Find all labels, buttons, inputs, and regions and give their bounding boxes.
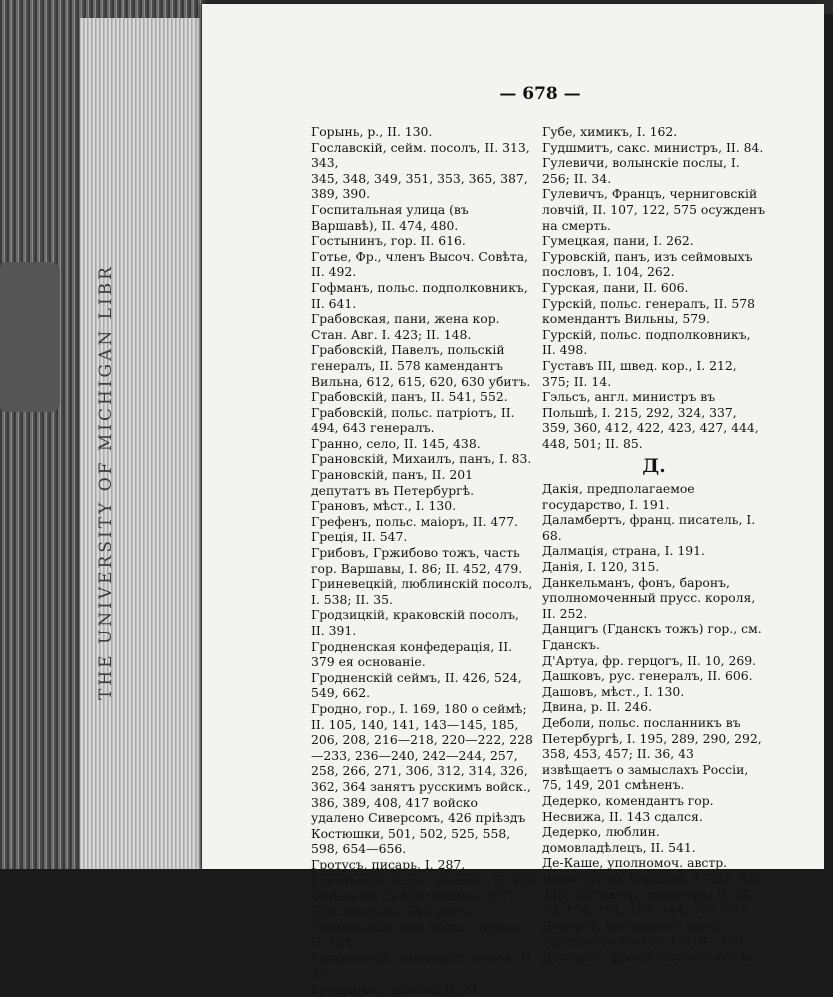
index-entry: Гуровскій, панъ, изъ сеймовыхъ пословъ, I. 104, 262.: [542, 248, 753, 280]
index-entry: Гофманъ, польс. подполковникъ, II. 641.: [311, 279, 528, 311]
index-entry: Грановскій, Михаилъ, панъ, I. 83.: [311, 451, 532, 467]
index-entry: Д'Артуа, фр. герцогъ, II. 10, 269.: [542, 652, 757, 668]
right-column-top-entries: [542, 124, 766, 451]
index-entry: Грабовская, пани, жена кор. Стан. Авг. I. 423; II. 148.: [311, 311, 500, 342]
book-page-edges: [0, 0, 205, 869]
index-entry: Гулевичъ, Францъ, черниговскій ловчій, II. 107, 122, 575 осужденъ на смерть.: [542, 186, 766, 233]
index-entry: Густавъ III, швед. кор., I. 212, 375; II. 14.: [542, 357, 737, 389]
index-entry: Дедерко, комендантъ гор. Несвижа, II. 143 сдался.: [542, 792, 714, 824]
index-entry: Дакія, предполагаемое государство, I. 191.: [542, 481, 695, 512]
index-entry: Гурскій, польс. подполковникъ, II. 498.: [542, 326, 751, 358]
left-column: [311, 124, 535, 997]
index-entry: Горынь, р., II. 130.: [311, 124, 433, 139]
index-entry: Грановъ, мѣст., I. 130.: [311, 498, 457, 514]
index-entry: Гродзицкій, краковскій посолъ, II. 391.: [311, 607, 519, 638]
index-entry: Грущецкіе, шляхта, II. 24.: [311, 981, 482, 997]
right-column-bottom-entries: [542, 481, 766, 964]
index-entry: Гранно, село, II. 145, 438.: [311, 435, 481, 451]
index-entry: Деболи, польс. посланникъ въ Петербургѣ, I. 195, 289, 290, 292, 358, 453, 457; II. 36, 43 извѣщаетъ о замыслахъ Россіи, 75, 149, 201 смѣненъ.: [542, 714, 762, 793]
index-entry: Данцигъ (Гданскъ тожъ) гор., см. Гданскъ.: [542, 621, 762, 652]
index-entry: Даламбертъ, франц. писатель, I. 68.: [542, 512, 756, 543]
index-entry: Губе, химикъ, I. 162.: [542, 124, 678, 139]
index-entry: Дедерко, люблин. домовладѣлецъ, II. 541.: [542, 824, 696, 855]
index-entry: Гостынинъ, гор. II. 616.: [311, 233, 466, 249]
index-entry: Грабовскій, польс. патріотъ, II. 494, 643 генералъ.: [311, 404, 515, 436]
index-entry: Де-Каше, уполномоч. австр. министра въ Варшавѣ, I. 263, 336, 345, 502 австр. министръ; II. 56, 70, 154, 161, 259, 444, 505, 557.: [542, 855, 766, 918]
index-entry: Грефенъ, польс. маіоръ, II. 477.: [311, 513, 519, 529]
index-entry: Гротусъ, писарь, I. 287.: [311, 856, 466, 872]
index-entry: Далмація, страна, I. 191.: [542, 543, 705, 559]
index-entry: Дашковъ, рус. генералъ, II. 606.: [542, 668, 753, 684]
page-number: — 678 —: [499, 84, 581, 104]
index-entry: Двина, р. II. 246.: [542, 699, 652, 715]
index-entry: Декоршъ, франц. посланникъ въ: [542, 948, 757, 964]
index-entry: Гурская, пани, II. 606.: [542, 279, 689, 295]
index-entry: Данія, I. 120, 315.: [542, 559, 660, 575]
index-entry: Гумецкая, пани, I. 262.: [542, 233, 694, 249]
index-entry: Госпитальная улица (въ Варшавѣ), II. 474, 480.: [311, 201, 469, 233]
index-entry: Гэльсъ, англ. министръ въ Польшѣ, I. 215, 292, 324, 337, 359, 360, 412, 422, 423, 427, 444, 448, 501; II. 85.: [542, 389, 759, 451]
index-entry: Грабовскій, Павелъ, польскій генералъ, II. 578 камендантъ Вильна, 612, 615, 620, 630 убитъ.: [311, 342, 531, 389]
index-entry: Гославскій, сейм. посолъ, II. 313, 343, 345, 348, 349, 351, 353, 365, 387, 389, 390.: [311, 139, 530, 202]
book-clip: [0, 262, 60, 412]
section-letter-heading: Д.: [642, 455, 666, 478]
index-entry: Грановскій, панъ, II. 201 депутатъ въ Петербургѣ.: [311, 467, 475, 498]
index-entry: Грохольскій, нач. польс. отряда, II. 104.: [311, 919, 525, 950]
index-entry: Грохольскій, сеймовый посолъ, II. 35.: [311, 950, 535, 982]
index-entry: Гриневецкій, люблинскій посолъ, I. 538; II. 35.: [311, 576, 533, 607]
index-entry: Гродненскій сеймъ, II. 426, 524, 549, 662.: [311, 669, 522, 701]
index-entry: Гроховскій, польс. военач., II. 426 совѣщаніе съ Костюшкой, 507, 539 генералъ, 540 убитъ.: [311, 872, 535, 919]
index-entry: Декертъ, президентъ варш. городского совѣта, I. 318—320.: [542, 917, 747, 949]
right-column: [542, 124, 766, 964]
index-entry: Гродненская конфедерація, II. 379 ея основаніе.: [311, 638, 513, 670]
index-entry: Готье, Фр., членъ Высоч. Совѣта, II. 492.: [311, 248, 528, 280]
index-entry: Гудшмитъ, сакс. министръ, II. 84.: [542, 139, 764, 155]
index-entry: Данкельманъ, фонъ, баронъ, уполномоченный прусс. короля, II. 252.: [542, 574, 756, 621]
index-entry: Дашовъ, мѣст., I. 130.: [542, 683, 685, 699]
index-entry: Гулевичи, волынскіе послы, I. 256; II. 34.: [542, 155, 740, 186]
index-entry: Грабовскій, панъ, II. 541, 552.: [311, 389, 508, 405]
index-entry: Грибовъ, Гржибово тожъ, часть гор. Варшавы, I. 86; II. 452, 479.: [311, 545, 523, 576]
library-stamp: THE UNIVERSITY OF MICHIGAN LIBR: [96, 264, 116, 700]
index-entry: Гродно, гор., I. 169, 180 о сеймѣ; II. 105, 140, 141, 143—145, 185, 206, 208, 216—218, 220—222, 228—233, 236—240, 242—244, 257, 258, 266, 271, 306, 312, 314, 326, 362, 364 занятъ русскимъ войск., 386, 389, 408, 417 войско удалено Сиверсомъ, 426 пріѣздъ Костюшки, 501, 502, 525, 558, 598, 654—656.: [311, 700, 533, 857]
index-entry: Гурскій, польс. генералъ, II. 578 комендантъ Вильны, 579.: [542, 295, 756, 327]
index-entry: Греція, II. 547.: [311, 529, 408, 545]
